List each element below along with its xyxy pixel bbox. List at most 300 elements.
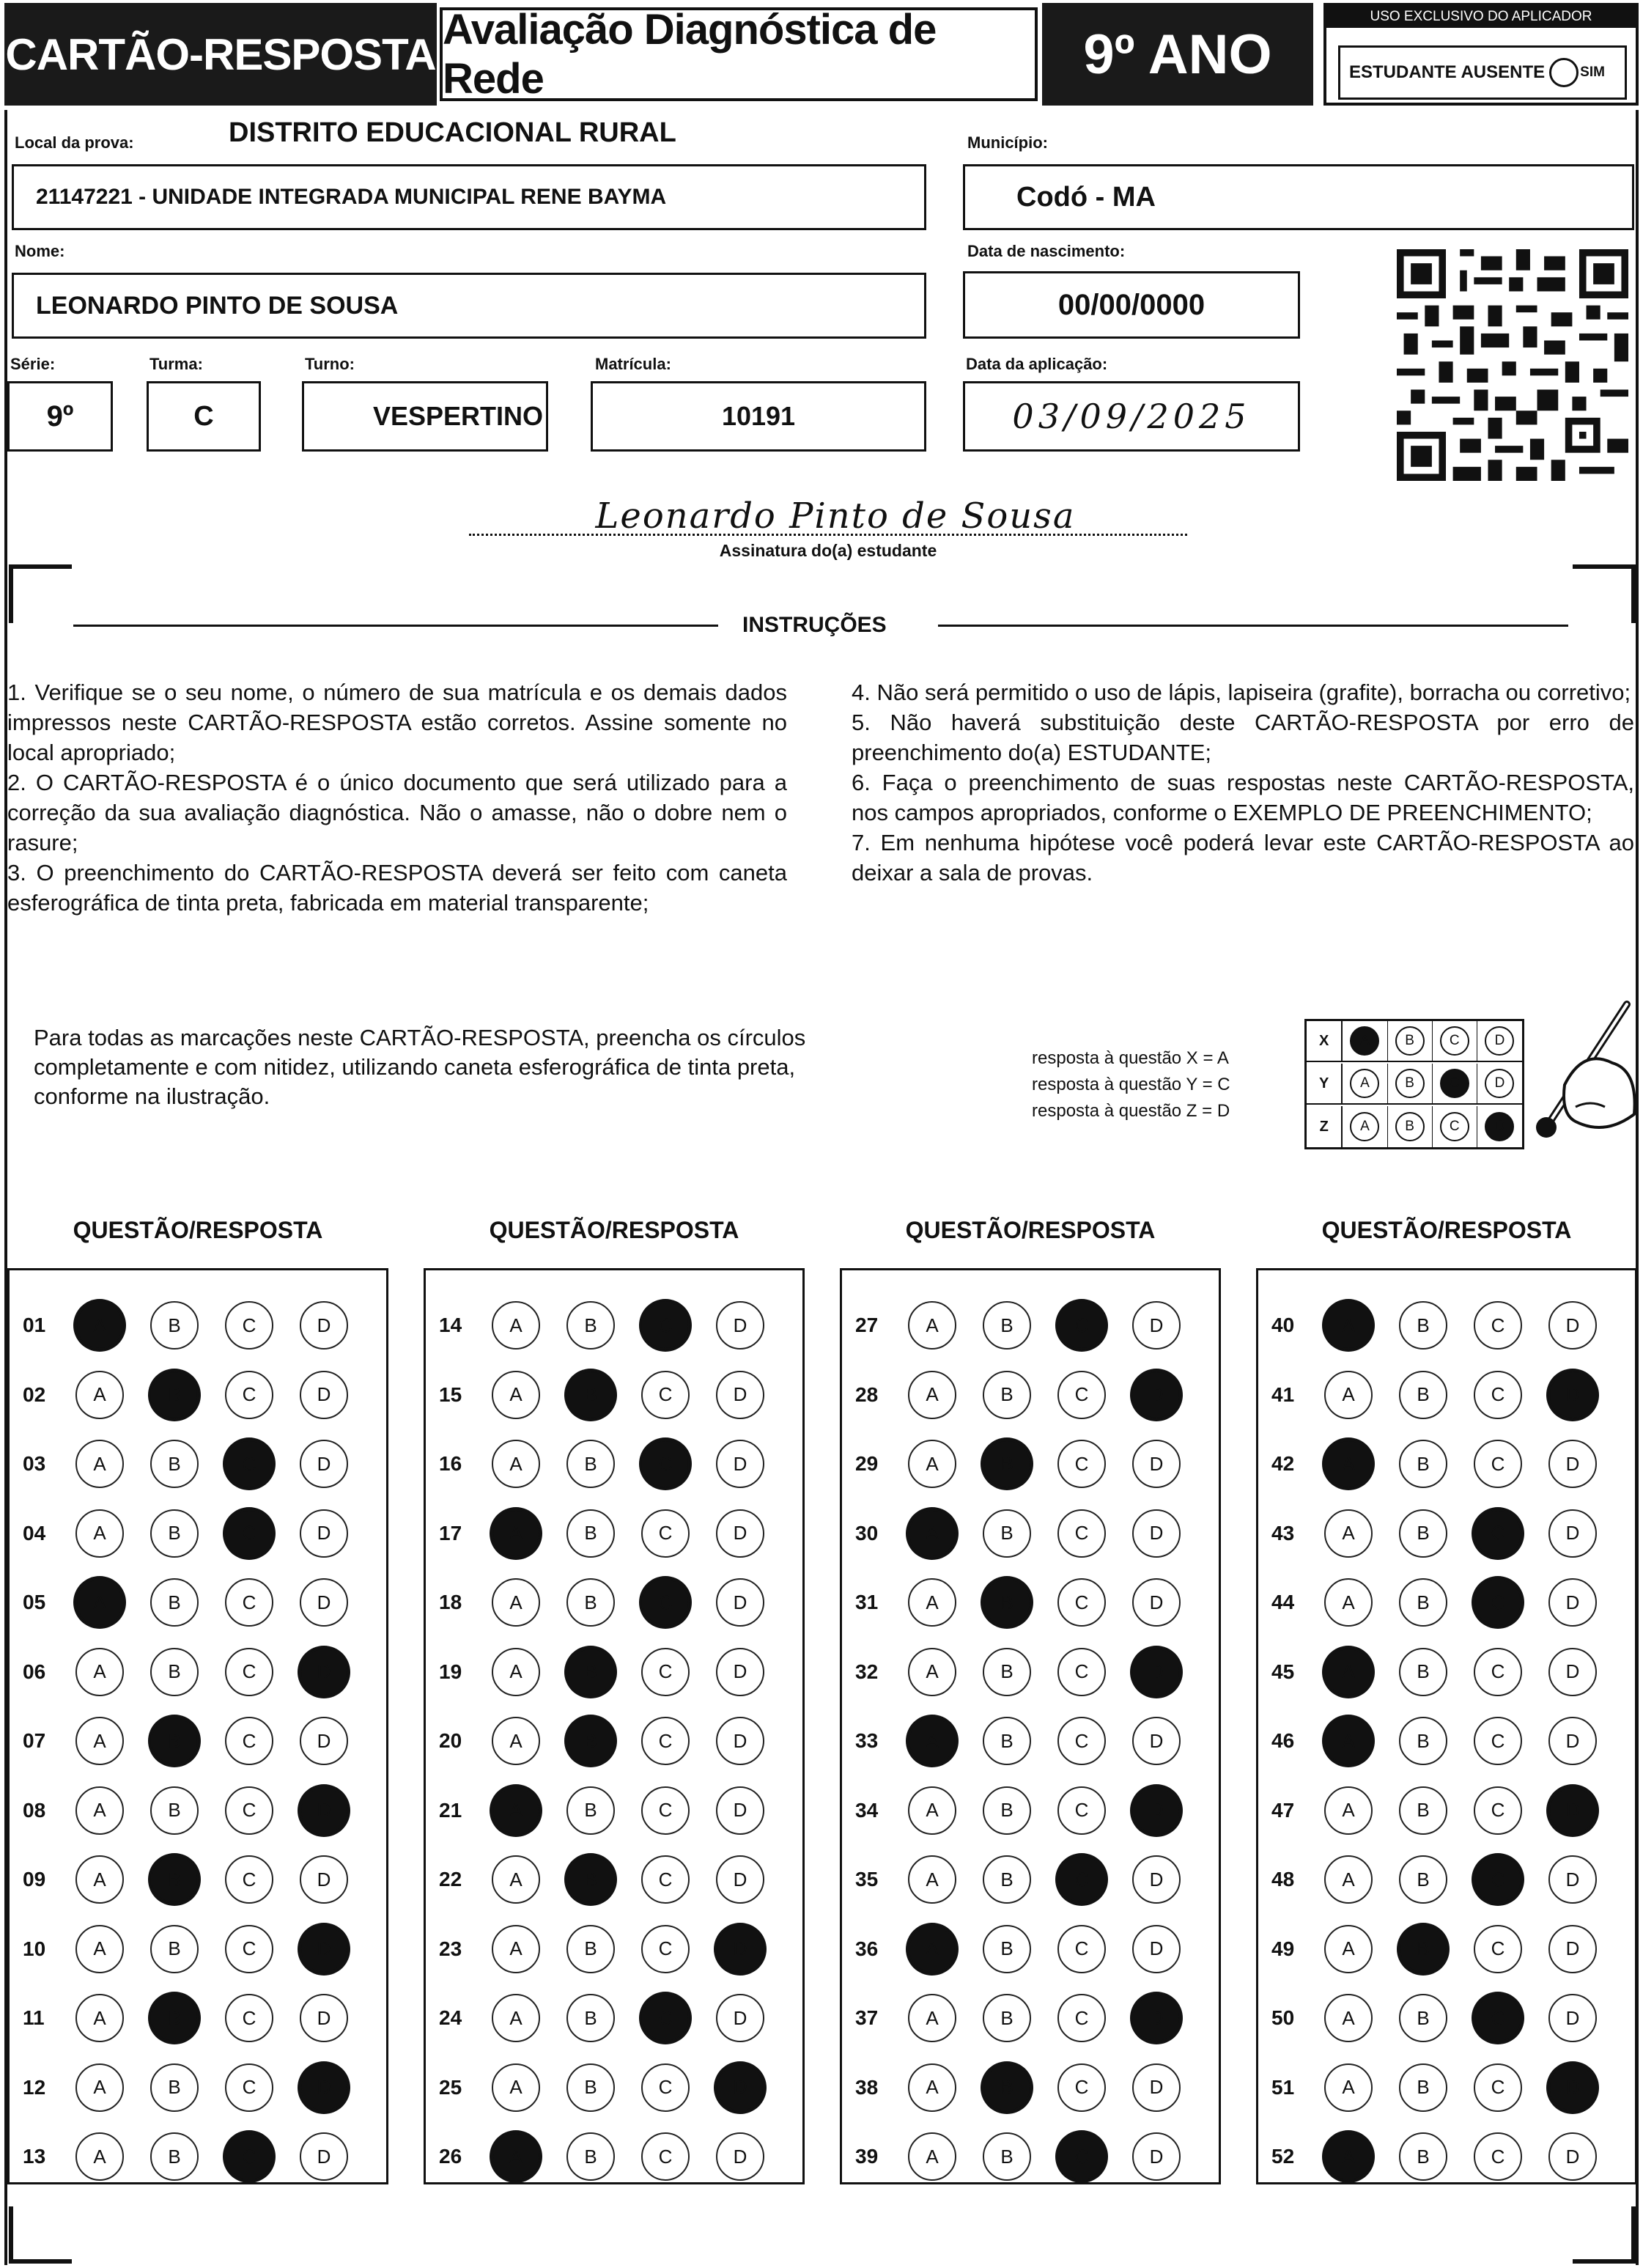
answer-bubble-d[interactable]: D [716, 1440, 764, 1488]
answer-bubble-c[interactable]: C [641, 1855, 690, 1904]
answer-bubble-d[interactable]: D [300, 1578, 348, 1627]
answer-bubble-d[interactable]: D [716, 1371, 764, 1419]
answer-bubble-d[interactable]: D [1548, 1855, 1597, 1904]
answer-bubble-c[interactable]: C [1057, 1855, 1106, 1904]
question-row [842, 1638, 1219, 1706]
answer-bubble-a[interactable]: A [492, 1994, 540, 2042]
answer-bubble-c[interactable]: C [225, 1855, 273, 1904]
answer-bubble-c[interactable]: C [1057, 1578, 1106, 1627]
answer-bubble-a[interactable]: A [75, 2063, 124, 2112]
answer-bubble-b[interactable]: B [1399, 1371, 1447, 1419]
answer-bubble-c[interactable]: C [641, 1371, 690, 1419]
answer-bubble-a[interactable]: A [75, 1994, 124, 2042]
instructions-right [852, 677, 1634, 888]
answer-bubble-a[interactable]: A [1324, 1717, 1373, 1765]
answer-bubble-d[interactable]: D [300, 1994, 348, 2042]
answer-bubble-b[interactable]: B [150, 1717, 199, 1765]
answer-bubble-b[interactable]: B [150, 1648, 199, 1696]
applicator-panel [1323, 3, 1639, 106]
answer-bubble-d[interactable]: D [300, 1855, 348, 1904]
answer-bubble-a[interactable]: A [492, 1301, 540, 1350]
question-row [426, 1984, 802, 2052]
answer-bubble-c[interactable]: C [1057, 1371, 1106, 1419]
question-row [842, 1568, 1219, 1637]
answer-bubble-d[interactable]: D [1548, 1440, 1597, 1488]
answer-bubble-c[interactable]: C [641, 1786, 690, 1835]
answer-bubble-d[interactable]: D [716, 1578, 764, 1627]
question-number: 32 [855, 1660, 879, 1683]
answer-bubble-d[interactable]: D [1548, 1301, 1597, 1350]
answer-bubble-c[interactable]: C [1474, 1440, 1522, 1488]
answer-bubble-d[interactable]: D [716, 1717, 764, 1765]
answer-bubble-c[interactable]: C [1474, 2063, 1522, 2112]
answer-bubble-b[interactable]: B [1399, 1717, 1447, 1765]
answer-bubble-a[interactable]: A [1324, 1786, 1373, 1835]
answer-bubble-c[interactable]: C [641, 1717, 690, 1765]
column-title: QUESTÃO/RESPOSTA [1321, 1217, 1572, 1243]
answer-bubble-c[interactable]: C [1474, 1371, 1522, 1419]
question-row [1258, 1568, 1635, 1637]
answer-bubble-a[interactable]: A [1324, 1925, 1373, 1973]
question-row [1258, 1984, 1635, 2052]
answer-bubble-a[interactable]: A [492, 2132, 540, 2181]
answer-bubble-d[interactable]: D [1548, 2132, 1597, 2181]
answer-bubble-a[interactable]: A [908, 1509, 956, 1558]
answer-bubble-a[interactable]: A [1324, 1440, 1373, 1488]
answer-bubble-c[interactable]: C [225, 1509, 273, 1558]
example-row [1307, 1021, 1522, 1062]
answer-bubble-c[interactable]: C [225, 1648, 273, 1696]
question-row [10, 1291, 386, 1360]
answer-bubble-b[interactable]: B [1399, 1440, 1447, 1488]
answer-bubble-d[interactable]: D [1548, 1578, 1597, 1627]
answer-bubble-c[interactable]: C [225, 1371, 273, 1419]
answer-bubble-d[interactable]: D [300, 1440, 348, 1488]
question-number: 37 [855, 2006, 879, 2029]
answer-bubble-b[interactable]: B [983, 1648, 1031, 1696]
question-number: 50 [1271, 2006, 1295, 2029]
nascimento-label: Data de nascimento: [967, 242, 1126, 260]
question-number: 24 [439, 2006, 462, 2029]
answer-bubble-a[interactable]: A [75, 1371, 124, 1419]
answer-bubble-a[interactable]: A [492, 1717, 540, 1765]
example-bubble-b: B [1395, 1069, 1425, 1098]
answer-bubble-b[interactable]: B [1399, 2132, 1447, 2181]
answer-bubble-d[interactable]: D [1132, 1717, 1181, 1765]
answer-bubble-a[interactable]: A [492, 1509, 540, 1558]
answer-bubble-b[interactable]: B [566, 1717, 615, 1765]
answer-bubble-b[interactable]: B [566, 1855, 615, 1904]
answer-bubble-a[interactable]: A [492, 1648, 540, 1696]
answer-bubble-a[interactable]: A [1324, 1994, 1373, 2042]
answer-bubble-c[interactable]: C [225, 1925, 273, 1973]
answer-bubble-d[interactable]: D [1132, 1509, 1181, 1558]
answer-bubble-a[interactable]: A [908, 2132, 956, 2181]
answer-bubble-d[interactable]: D [300, 1301, 348, 1350]
answer-bubble-c[interactable]: C [641, 2063, 690, 2112]
answer-bubble-d[interactable]: D [1132, 1301, 1181, 1350]
answer-bubble-b[interactable]: B [983, 1440, 1031, 1488]
answer-bubble-c[interactable]: C [1474, 1301, 1522, 1350]
answer-bubble-d[interactable]: D [1548, 2063, 1597, 2112]
example-bubble-c: C [1440, 1112, 1469, 1141]
answer-bubble-d[interactable]: D [1548, 1509, 1597, 1558]
question-number: 40 [1271, 1314, 1295, 1336]
question-row [426, 1429, 802, 1498]
example-cell [1433, 1106, 1477, 1147]
answer-bubble-c[interactable]: C [225, 1578, 273, 1627]
question-number: 49 [1271, 1937, 1295, 1960]
answer-bubble-a[interactable]: A [908, 1440, 956, 1488]
answer-bubble-d[interactable]: D [1132, 2132, 1181, 2181]
answer-bubble-a[interactable]: A [75, 1578, 124, 1627]
answer-bubble-b[interactable]: B [566, 1509, 615, 1558]
nome-label: Nome: [15, 242, 65, 260]
answer-bubble-d[interactable]: D [716, 1994, 764, 2042]
answer-bubble-b[interactable]: B [566, 1440, 615, 1488]
question-number: 47 [1271, 1798, 1295, 1822]
answer-bubble-c[interactable]: C [641, 1925, 690, 1973]
answer-bubble-a[interactable]: A [1324, 1509, 1373, 1558]
answer-bubble-b[interactable]: B [150, 1301, 199, 1350]
answer-bubble-b[interactable]: B [983, 1371, 1031, 1419]
answer-bubble-d[interactable]: D [716, 2063, 764, 2112]
answer-bubble-a[interactable]: A [75, 2132, 124, 2181]
answer-bubble-a[interactable]: A [75, 1717, 124, 1765]
example-cell [1433, 1064, 1477, 1103]
legend-item: resposta à questão Y = C [1032, 1075, 1230, 1094]
answer-bubble-c[interactable]: C [1057, 1440, 1106, 1488]
answer-bubble-b[interactable]: B [983, 1717, 1031, 1765]
answer-bubble-d[interactable]: D [300, 1717, 348, 1765]
answer-bubble-b[interactable]: B [566, 1786, 615, 1835]
answer-bubble-a[interactable]: A [908, 1786, 956, 1835]
question-row [1258, 1915, 1635, 1984]
question-row [842, 1291, 1219, 1360]
answer-bubble-b[interactable]: B [1399, 1855, 1447, 1904]
answer-bubble-c[interactable]: C [641, 1648, 690, 1696]
answer-bubble-b[interactable]: B [566, 1925, 615, 1973]
answer-bubble-d[interactable]: D [716, 1855, 764, 1904]
answer-bubble-d[interactable]: D [300, 1786, 348, 1835]
answer-bubble-b[interactable]: B [983, 1786, 1031, 1835]
answer-bubble-c[interactable]: C [1057, 2063, 1106, 2112]
answer-bubble-c[interactable]: C [641, 1301, 690, 1350]
answer-bubble-c[interactable]: C [1474, 1648, 1522, 1696]
absent-yes-label: SIM [1580, 65, 1605, 80]
answer-bubble-d[interactable]: D [1548, 1648, 1597, 1696]
answer-bubble-d[interactable]: D [300, 1509, 348, 1558]
corner-mark [1573, 564, 1636, 623]
answer-bubble-a[interactable]: A [908, 1648, 956, 1696]
answer-bubble-b[interactable]: B [150, 1855, 199, 1904]
answer-bubble-b[interactable]: B [1399, 1648, 1447, 1696]
answer-bubble-c[interactable]: C [1057, 1509, 1106, 1558]
answer-bubble-a[interactable]: A [492, 1786, 540, 1835]
answer-bubble-a[interactable]: A [908, 1301, 956, 1350]
answer-bubble-b[interactable]: B [566, 1648, 615, 1696]
example-table [1304, 1019, 1524, 1149]
question-number: 03 [23, 1452, 46, 1475]
answer-bubble-a[interactable]: A [75, 1648, 124, 1696]
question-number: 10 [23, 1937, 46, 1960]
answer-bubble-d[interactable]: D [716, 2132, 764, 2181]
question-row [1258, 1291, 1635, 1360]
answer-bubble-c[interactable]: C [1474, 1578, 1522, 1627]
answer-bubble-a[interactable]: A [75, 1786, 124, 1835]
question-row [10, 1361, 386, 1429]
answer-bubble-b[interactable]: B [983, 1855, 1031, 1904]
answer-bubble-c[interactable]: C [1474, 1509, 1522, 1558]
answer-bubble-c[interactable]: C [641, 1578, 690, 1627]
answer-bubble-a[interactable]: A [1324, 2132, 1373, 2181]
answer-bubble-b[interactable]: B [566, 1301, 615, 1350]
answer-bubble-b[interactable]: B [1399, 1994, 1447, 2042]
column-title: QUESTÃO/RESPOSTA [905, 1217, 1156, 1243]
answer-bubble-b[interactable]: B [983, 1509, 1031, 1558]
answer-bubble-a[interactable]: A [75, 1440, 124, 1488]
turma-label: Turma: [149, 355, 203, 373]
answer-bubble-c[interactable]: C [1057, 2132, 1106, 2181]
turno-field [302, 381, 548, 452]
divider [73, 625, 718, 627]
instruction-item: 7. Em nenhuma hipótese você poderá levar este CARTÃO-RESPOSTA ao deixar a sala de provas. [852, 830, 1634, 886]
question-row [426, 1499, 802, 1568]
question-row [10, 2122, 386, 2191]
answer-bubble-d[interactable]: D [1132, 1371, 1181, 1419]
absent-bubble[interactable] [1549, 58, 1579, 87]
answer-bubble-b[interactable]: B [1399, 1301, 1447, 1350]
answer-bubble-c[interactable]: C [225, 1994, 273, 2042]
aplicacao-label: Data da aplicação: [966, 355, 1108, 373]
answer-bubble-b[interactable]: B [983, 1578, 1031, 1627]
answer-bubble-a[interactable]: A [492, 1925, 540, 1973]
question-number: 36 [855, 1937, 879, 1960]
answer-bubble-d[interactable]: D [1132, 1855, 1181, 1904]
answer-bubble-a[interactable]: A [492, 1440, 540, 1488]
school-field [12, 164, 926, 230]
answer-bubble-d[interactable]: D [716, 1509, 764, 1558]
answer-bubble-b[interactable]: B [983, 2132, 1031, 2181]
answer-bubble-b[interactable]: B [983, 1994, 1031, 2042]
question-row [10, 1776, 386, 1845]
answer-bubble-b[interactable]: B [1399, 1786, 1447, 1835]
example-row-key: Y [1307, 1064, 1343, 1103]
question-row [10, 1429, 386, 1498]
answer-bubble-c[interactable]: C [225, 1717, 273, 1765]
question-row [842, 2053, 1219, 2122]
answer-bubble-c[interactable]: C [225, 2132, 273, 2181]
answer-bubble-b[interactable]: B [1399, 1509, 1447, 1558]
answer-bubble-d[interactable]: D [1132, 1786, 1181, 1835]
answer-bubble-a[interactable]: A [1324, 1301, 1373, 1350]
municipio-field [963, 164, 1634, 230]
answer-bubble-d[interactable]: D [1548, 1786, 1597, 1835]
answer-bubble-c[interactable]: C [1474, 1925, 1522, 1973]
question-number: 52 [1271, 2145, 1295, 2168]
question-row [1258, 1429, 1635, 1498]
answer-bubble-d[interactable]: D [1132, 1578, 1181, 1627]
answer-bubble-b[interactable]: B [983, 1301, 1031, 1350]
answer-bubble-a[interactable]: A [908, 1855, 956, 1904]
answer-bubble-b[interactable]: B [1399, 2063, 1447, 2112]
answer-bubble-a[interactable]: A [1324, 1371, 1373, 1419]
question-number: 23 [439, 1937, 462, 1960]
answer-bubble-b[interactable]: B [566, 2063, 615, 2112]
column-title: QUESTÃO/RESPOSTA [73, 1217, 323, 1243]
answer-bubble-b[interactable]: B [1399, 1925, 1447, 1973]
question-number: 18 [439, 1591, 462, 1613]
answer-bubble-a[interactable]: A [492, 2063, 540, 2112]
answer-bubble-c[interactable]: C [641, 1440, 690, 1488]
answer-bubble-d[interactable]: D [1132, 2063, 1181, 2112]
answer-bubble-d[interactable]: D [300, 2132, 348, 2181]
answer-bubble-c[interactable]: C [641, 1509, 690, 1558]
answer-bubble-b[interactable]: B [150, 1786, 199, 1835]
answer-bubble-c[interactable]: C [641, 1994, 690, 2042]
answer-bubble-b[interactable]: B [150, 1371, 199, 1419]
answer-bubble-d[interactable]: D [716, 1786, 764, 1835]
answer-bubble-b[interactable]: B [150, 1440, 199, 1488]
answer-bubble-c[interactable]: C [225, 2063, 273, 2112]
answer-bubble-d[interactable]: D [1548, 1994, 1597, 2042]
question-number: 20 [439, 1729, 462, 1752]
answer-bubble-a[interactable]: A [1324, 1648, 1373, 1696]
student-signature: Leonardo Pinto de Sousa [595, 496, 1076, 537]
matricula-value: 10191 [721, 401, 796, 431]
answer-bubble-a[interactable]: A [492, 1855, 540, 1904]
answer-bubble-b[interactable]: B [150, 2063, 199, 2112]
answer-bubble-c[interactable]: C [1057, 1925, 1106, 1973]
answer-bubble-b[interactable]: B [150, 1578, 199, 1627]
answer-bubble-d[interactable]: D [1548, 1371, 1597, 1419]
answer-bubble-d[interactable]: D [716, 1301, 764, 1350]
answer-bubble-b[interactable]: B [566, 1994, 615, 2042]
nascimento-field [963, 271, 1300, 339]
answer-bubble-b[interactable]: B [566, 1371, 615, 1419]
answer-bubble-a[interactable]: A [908, 1717, 956, 1765]
answer-bubble-c[interactable]: C [225, 1301, 273, 1350]
answer-bubble-a[interactable]: A [75, 1509, 124, 1558]
question-row [426, 1568, 802, 1637]
answer-bubble-b[interactable]: B [150, 1509, 199, 1558]
answer-bubble-b[interactable]: B [150, 1925, 199, 1973]
answer-bubble-d[interactable]: D [716, 1925, 764, 1973]
question-number: 46 [1271, 1729, 1295, 1752]
legend-item: resposta à questão X = A [1032, 1048, 1229, 1068]
serie-value: 9º [46, 400, 74, 432]
example-cell [1433, 1021, 1477, 1061]
answer-bubble-a[interactable]: A [908, 1578, 956, 1627]
answer-bubble-d[interactable]: D [1132, 1440, 1181, 1488]
answer-bubble-a[interactable]: A [75, 1301, 124, 1350]
answer-bubble-d[interactable]: D [300, 1648, 348, 1696]
question-number: 45 [1271, 1660, 1295, 1683]
municipio-value: Codó - MA [1016, 181, 1156, 213]
question-row [1258, 1361, 1635, 1429]
qr-code-icon [1397, 249, 1628, 481]
answer-bubble-a[interactable]: A [1324, 1578, 1373, 1627]
answer-bubble-c[interactable]: C [1474, 1855, 1522, 1904]
example-bubble-c: C [1440, 1026, 1469, 1056]
question-row [842, 1429, 1219, 1498]
answer-bubble-a[interactable]: A [75, 1855, 124, 1904]
answer-bubble-c[interactable]: C [225, 1440, 273, 1488]
example-row [1307, 1064, 1522, 1105]
card-title: CARTÃO-RESPOSTA [4, 3, 437, 106]
answer-bubble-b[interactable]: B [150, 1994, 199, 2042]
example-cell [1388, 1064, 1433, 1103]
question-number: 15 [439, 1382, 462, 1406]
answer-bubble-d[interactable]: D [1132, 1994, 1181, 2042]
signature-label: Assinatura do(a) estudante [719, 541, 937, 560]
answer-bubble-a[interactable]: A [908, 1925, 956, 1973]
answer-bubble-d[interactable]: D [1548, 1925, 1597, 1973]
instruction-item: 1. Verifique se o seu nome, o número de sua matrícula e os demais dados impressos neste CARTÃO-RESPOSTA estão corretos. Assine somente no local apropriado; [7, 680, 787, 765]
answer-bubble-d[interactable]: D [300, 1925, 348, 1973]
answer-bubble-c[interactable]: C [1057, 1648, 1106, 1696]
answer-bubble-d[interactable]: D [1132, 1925, 1181, 1973]
answer-bubble-a[interactable]: A [492, 1371, 540, 1419]
answer-bubble-a[interactable]: A [1324, 1855, 1373, 1904]
answer-bubble-b[interactable]: B [150, 2132, 199, 2181]
column-title: QUESTÃO/RESPOSTA [489, 1217, 739, 1243]
answer-bubble-b[interactable]: B [566, 1578, 615, 1627]
answer-bubble-a[interactable]: A [908, 1371, 956, 1419]
answer-bubble-d[interactable]: D [1132, 1648, 1181, 1696]
question-number: 27 [855, 1314, 879, 1336]
instruction-item: 2. O CARTÃO-RESPOSTA é o único documento que será utilizado para a correção da sua avaliação diagnóstica. Não o amasse, não o dobre nem o rasure; [7, 770, 787, 855]
answer-bubble-c[interactable]: C [1057, 1994, 1106, 2042]
question-row [10, 1568, 386, 1637]
answer-bubble-c[interactable]: C [1474, 1717, 1522, 1765]
answer-bubble-c[interactable]: C [641, 2132, 690, 2181]
answer-bubble-d[interactable]: D [300, 1371, 348, 1419]
answer-bubble-a[interactable]: A [908, 2063, 956, 2112]
answer-bubble-c[interactable]: C [225, 1786, 273, 1835]
question-row [842, 1915, 1219, 1984]
question-number: 09 [23, 1868, 46, 1890]
answer-bubble-a[interactable]: A [75, 1925, 124, 1973]
answer-bubble-b[interactable]: B [566, 2132, 615, 2181]
example-cell [1343, 1064, 1387, 1103]
answer-bubble-a[interactable]: A [492, 1578, 540, 1627]
answer-bubble-a[interactable]: A [1324, 2063, 1373, 2112]
answer-bubble-d[interactable]: D [1548, 1717, 1597, 1765]
corner-mark [9, 2206, 72, 2264]
answer-bubble-b[interactable]: B [983, 2063, 1031, 2112]
question-row [426, 2053, 802, 2122]
answer-bubble-c[interactable]: C [1474, 1786, 1522, 1835]
answer-bubble-b[interactable]: B [983, 1925, 1031, 1973]
answer-bubble-c[interactable]: C [1057, 1717, 1106, 1765]
example-bubble-a: A [1350, 1069, 1379, 1098]
turma-field [147, 381, 261, 452]
answer-bubble-c[interactable]: C [1057, 1301, 1106, 1350]
answer-bubble-c[interactable]: C [1474, 2132, 1522, 2181]
answer-bubble-c[interactable]: C [1057, 1786, 1106, 1835]
answer-bubble-d[interactable]: D [716, 1648, 764, 1696]
question-number: 42 [1271, 1452, 1295, 1475]
answer-bubble-d[interactable]: D [300, 2063, 348, 2112]
exam-title: Avaliação Diagnóstica de Rede [440, 7, 1038, 101]
answer-bubble-c[interactable]: C [1474, 1994, 1522, 2042]
instruction-item: 4. Não será permitido o uso de lápis, lapiseira (grafite), borracha ou corretivo; [852, 680, 1631, 705]
answer-bubble-a[interactable]: A [908, 1994, 956, 2042]
answer-bubble-b[interactable]: B [1399, 1578, 1447, 1627]
question-number: 35 [855, 1868, 879, 1890]
question-row [10, 2053, 386, 2122]
